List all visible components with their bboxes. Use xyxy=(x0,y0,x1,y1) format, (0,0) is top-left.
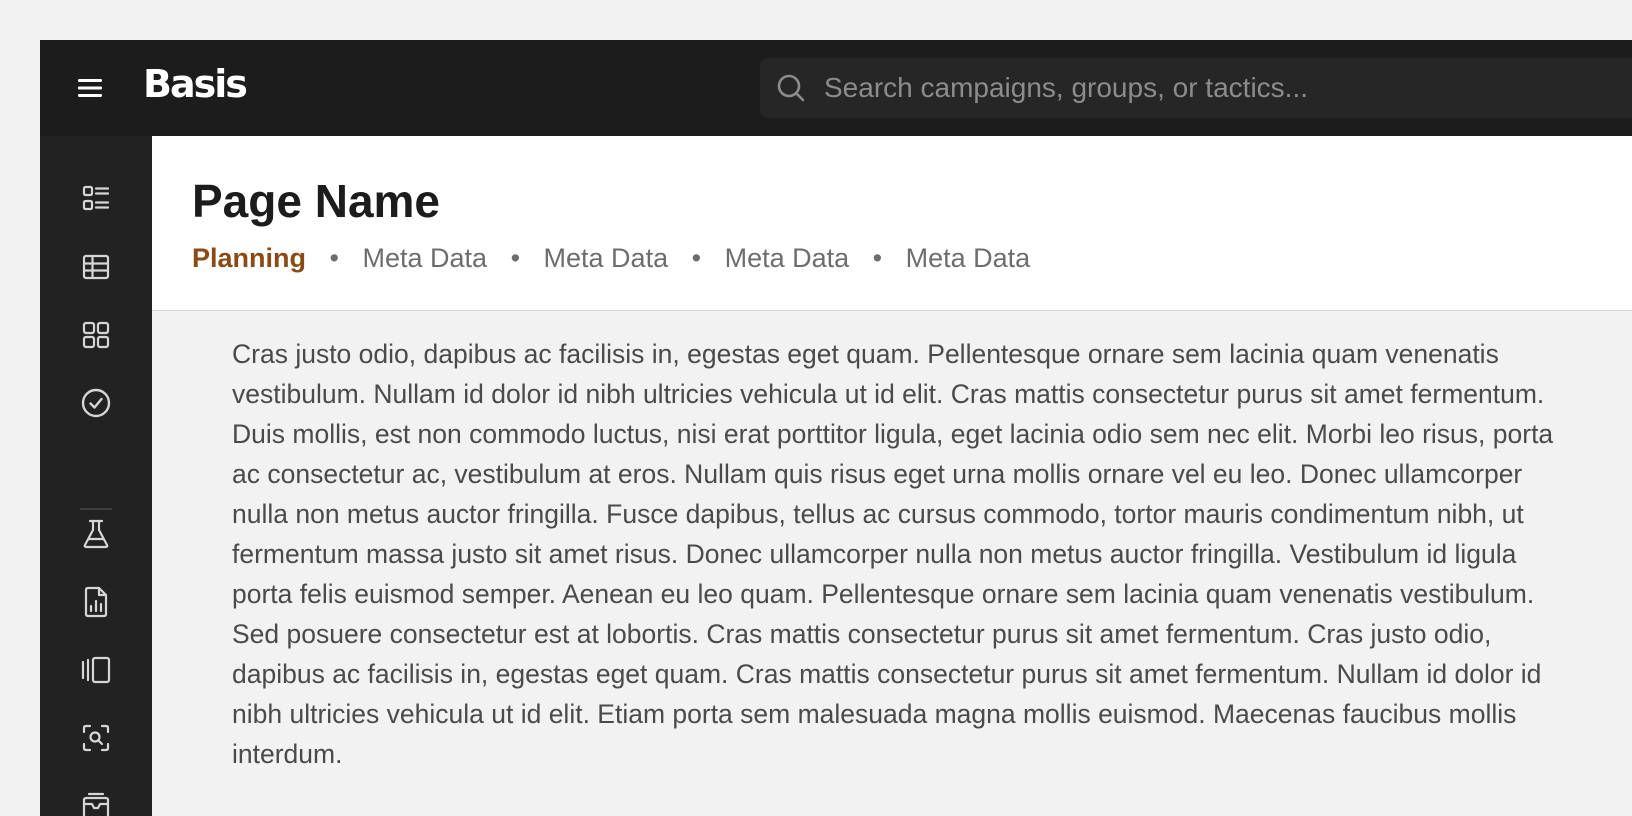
body-text: Cras justo odio, dapibus ac facilisis in, egestas eget quam. Pellentesque ornare sem lacinia quam venenatis vestibulum. Nullam id dolor id nibh ultricies vehicula ut id elit. Cras mattis consectetur purus sit amet fermentum. Duis mollis, est non commodo luctus, nisi erat porttitor ligula, eget lacinia odio sem nec elit. Morbi leo risus, porta ac consectetur ac, vestibulum at eros. Nullam quis risus eget urna mollis ornare vel eu leo. Donec ullamcorper nulla non metus auctor fringilla. Fusce dapibus, tellus ac cursus commodo, tortor mauris condimentum nibh, ut fermentum massa justo sit amet risus. Donec ullamcorper nulla non metus auctor fringilla. Vestibulum id ligula porta felis euismod semper. Aenean eu leo quam. Pellentesque ornare sem lacinia quam venenatis vestibulum. Sed posuere consectetur est at lobortis. Cras mattis consectetur purus sit amet fermentum. Cras justo odio, dapibus ac facilisis in, egestas eget quam. Cras mattis consectetur purus sit amet fermentum. Nullam id dolor id nibh ultricies vehicula ut id elit. Etiam porta sem malesuada magna mollis euismod. Maecenas faucibus mollis interdum. xyxy=(232,339,1554,769)
search-bar[interactable] xyxy=(760,58,1632,118)
table-icon xyxy=(81,252,111,282)
menu-button[interactable] xyxy=(70,68,110,108)
app-window xyxy=(40,40,1632,816)
hamburger-menu-icon xyxy=(77,77,103,99)
cards-icon xyxy=(80,655,112,685)
sidebar-item-cards[interactable] xyxy=(76,650,116,690)
sidebar-item-table[interactable] xyxy=(76,247,116,287)
sidebar-item-experiments[interactable] xyxy=(76,514,116,554)
sidebar-item-tasks[interactable] xyxy=(76,383,116,423)
sidebar-item-grid[interactable] xyxy=(76,315,116,355)
sidebar-divider xyxy=(80,508,112,510)
sidebar-item-inbox[interactable] xyxy=(76,786,116,816)
report-icon xyxy=(81,586,111,618)
meta-item: Meta Data xyxy=(905,243,1031,273)
grid-icon xyxy=(81,320,111,350)
list-view-icon xyxy=(81,184,111,214)
sidebar-item-scan[interactable] xyxy=(76,718,116,758)
inbox-icon xyxy=(81,791,111,816)
flask-icon xyxy=(81,518,111,550)
main-content xyxy=(152,136,1632,816)
meta-separator: • xyxy=(872,243,883,273)
meta-item: Meta Data xyxy=(724,243,850,273)
brand-logo[interactable]: Basis xyxy=(143,62,246,106)
page-title: Page Name xyxy=(192,175,441,227)
status-label: Planning xyxy=(192,243,306,273)
search-input[interactable] xyxy=(822,71,1626,105)
meta-item: Meta Data xyxy=(543,243,669,273)
top-bar xyxy=(40,40,1632,136)
sidebar-item-list-view[interactable] xyxy=(76,179,116,219)
meta-separator: • xyxy=(510,243,521,273)
meta-separator: • xyxy=(329,243,339,273)
page-header xyxy=(152,136,1632,311)
page-meta xyxy=(192,240,1030,276)
sidebar-item-reports[interactable] xyxy=(76,582,116,622)
meta-item: Meta Data xyxy=(362,243,488,273)
sidebar xyxy=(40,136,152,816)
search-icon xyxy=(776,73,806,103)
scan-search-icon xyxy=(81,723,111,753)
meta-separator: • xyxy=(691,243,702,273)
check-circle-icon xyxy=(80,387,112,419)
